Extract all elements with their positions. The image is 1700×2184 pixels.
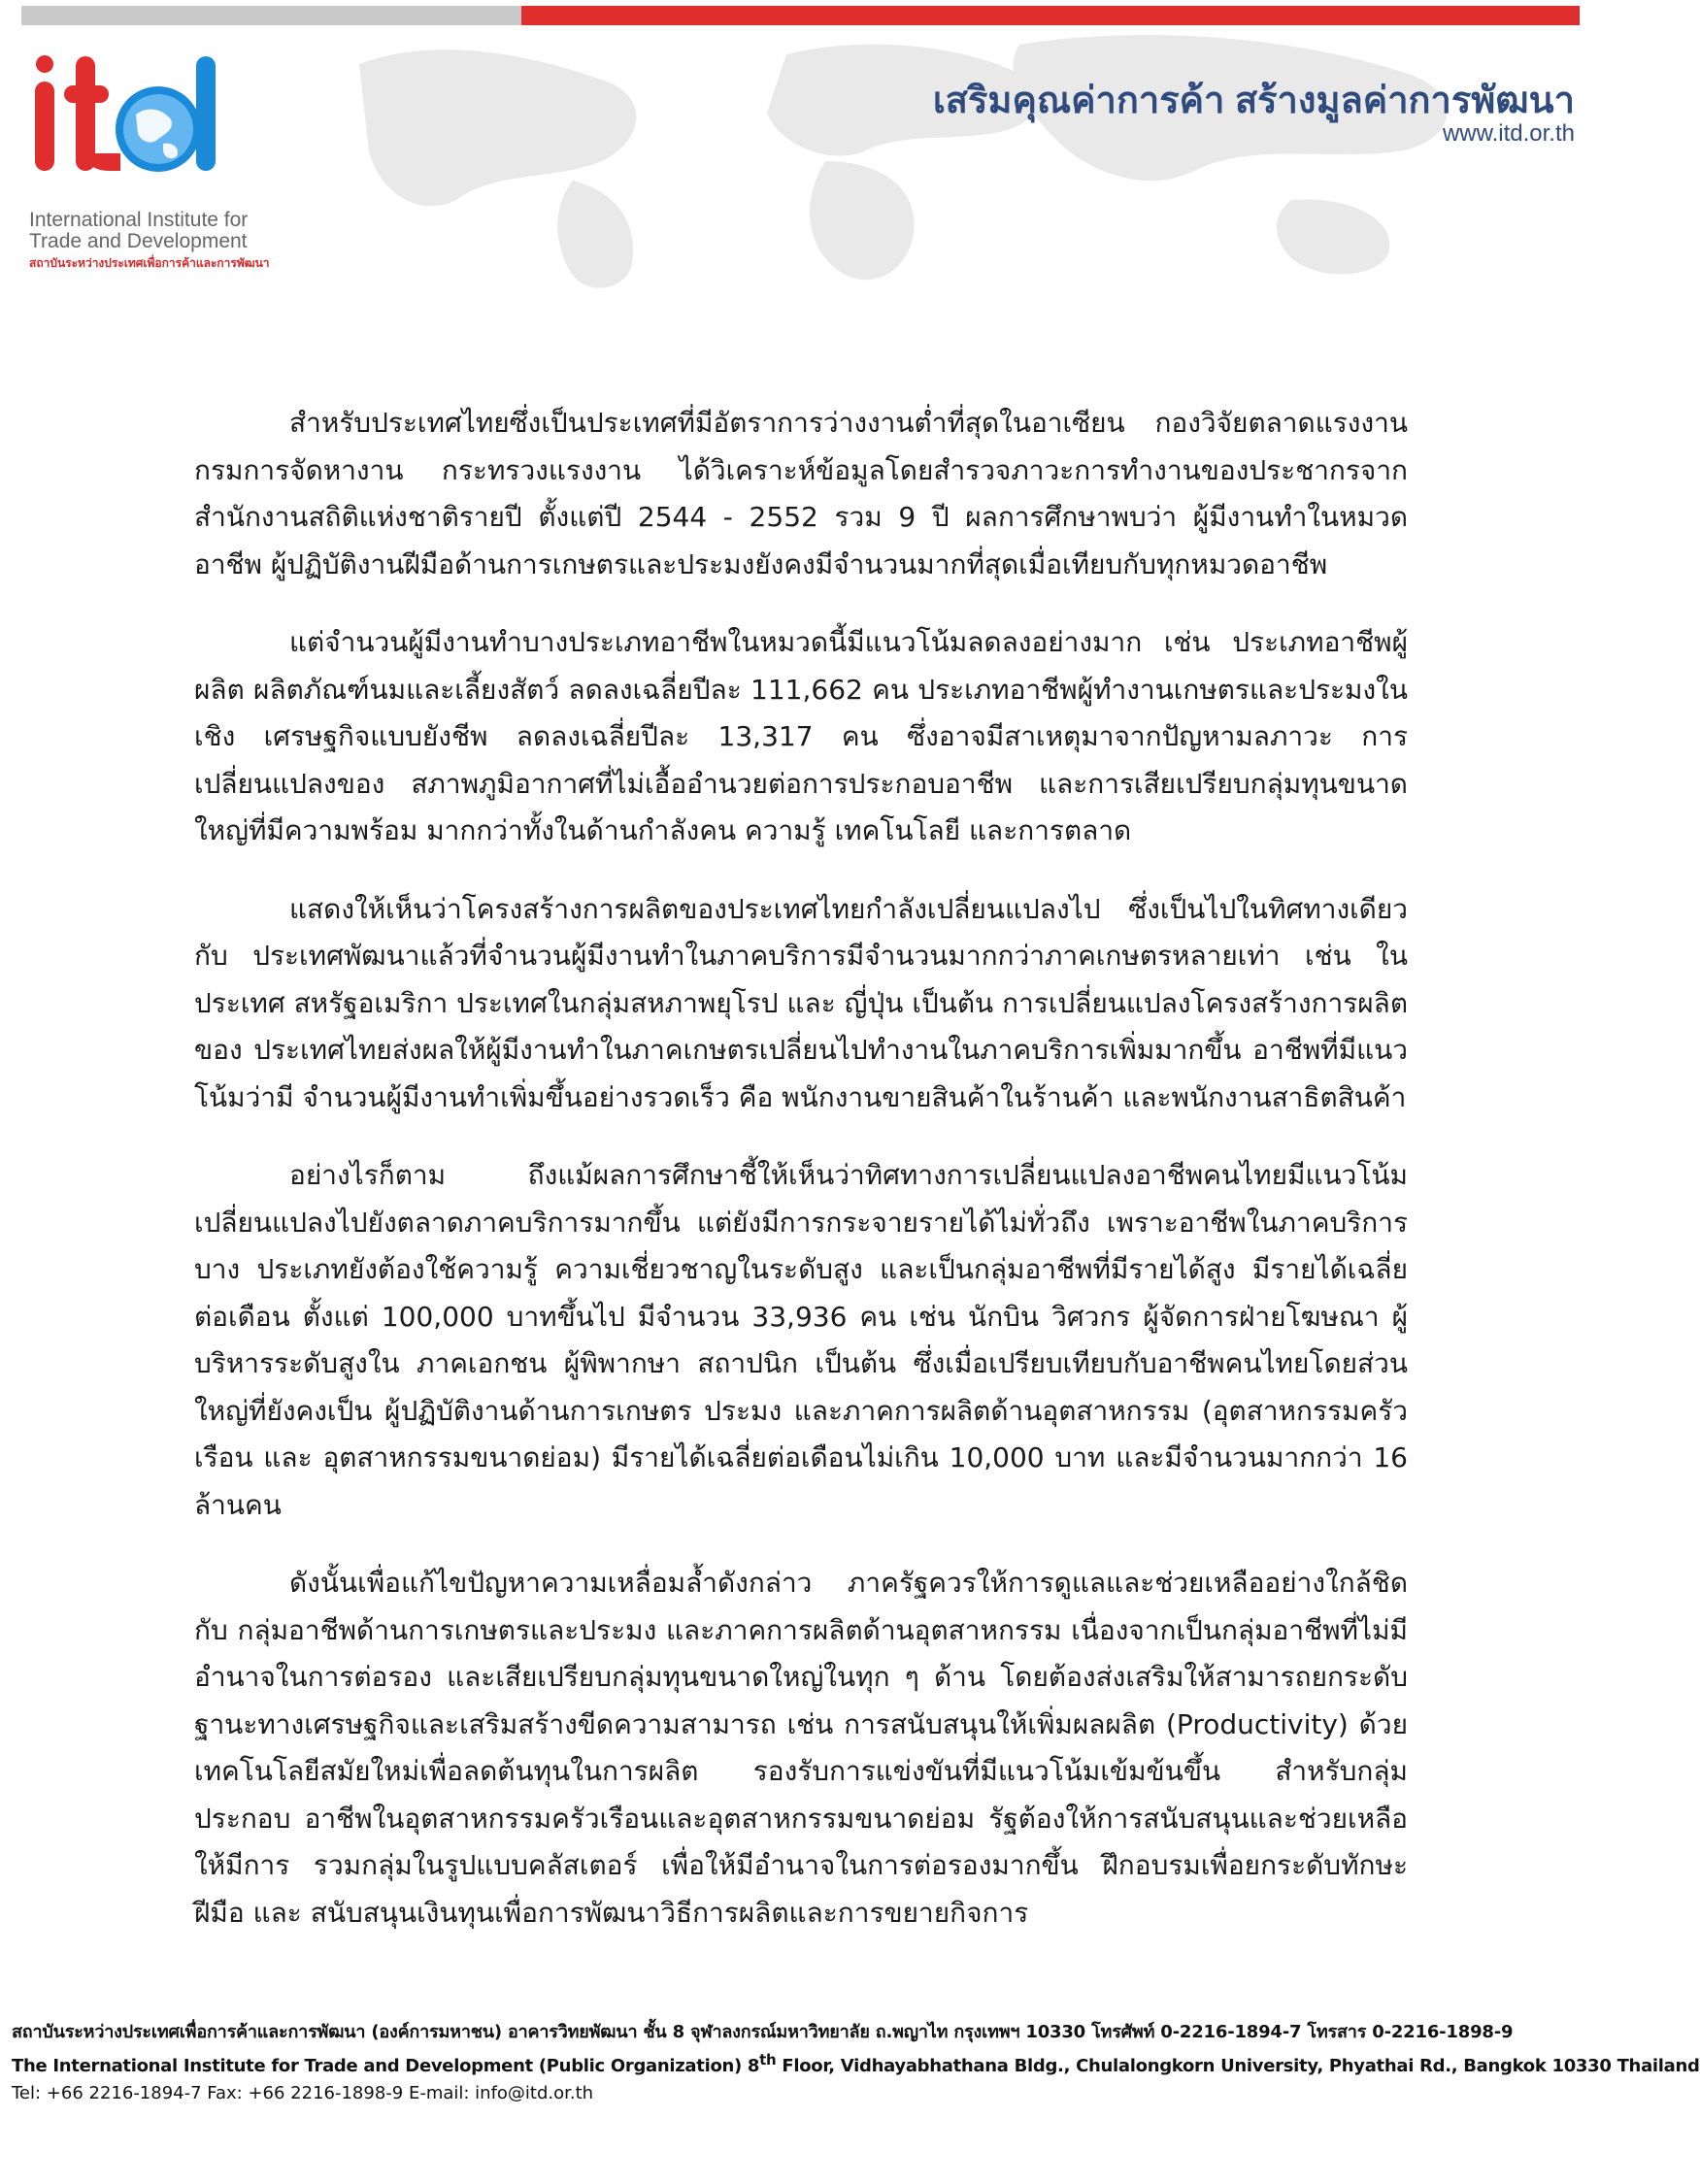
logo-name-line2: Trade and Development — [29, 230, 248, 252]
header-grey-bar — [21, 6, 521, 25]
footer-address-part1: The International Institute for Trade and Development (Public Organization) 8 — [12, 2056, 760, 2076]
document-body — [194, 400, 1408, 1968]
footer-contact: Tel: +66 2216-1894-7 Fax: +66 2216-1898-9 E-mail: info@itd.or.th — [12, 2083, 594, 2103]
paragraph: แสดงให้เห็นว่าโครงสร้างการผลิตของประเทศไทยกำลังเปลี่ยนแปลงไป ซึ่งเป็นไปในทิศทางเดียวกับ ประเทศพัฒนาแล้วที่จำนวนผู้มีงานทำในภาคบริการมีจำนวนมากกว่าภาคเกษตรหลายเท่า เช่น ในประเทศ สหรัฐอเมริกา ประเทศในกลุ่มสหภาพยุโรป และ ญี่ปุ่น เป็นต้น การเปลี่ยนแปลงโครงสร้างการผลิตของ ประเทศไทยส่งผลให้ผู้มีงานทำในภาคเกษตรเปลี่ยนไปทำงานในภาคบริการเพิ่มมากขึ้น อาชีพที่มีแนวโน้มว่ามี จำนวนผู้มีงานทำเพิ่มขึ้นอย่างรวดเร็ว คือ พนักงานขายสินค้าในร้านค้า และพนักงานสาธิตสินค้า — [194, 892, 1408, 1113]
footer-floor-suffix: th — [759, 2051, 777, 2068]
footer-address-part2: Floor, Vidhayabhathana Bldg., Chulalongkorn University, Phyathai Rd., Bangkok 10330 Thailand — [776, 2056, 1700, 2076]
footer-english-address — [12, 2046, 1700, 2080]
itd-logo-mark — [27, 56, 289, 212]
header-website-link[interactable]: www.itd.or.th — [1442, 120, 1575, 147]
footer-thai-address: สถาบันระหว่างประเทศเพื่อการค้าและการพัฒนา (องค์การมหาชน) อาคารวิทยพัฒนา ชั้น 8 จุฬาลงกรณ์มหาวิทยาลัย ถ.พญาไท กรุงเทพฯ 10330 โทรศัพท์ 0-2216-1894-7 โทรสาร 0-2216-1898-9 — [12, 2022, 1514, 2042]
paragraph: อย่างไรก็ตาม ถึงแม้ผลการศึกษาชี้ให้เห็นว่าทิศทางการเปลี่ยนแปลงอาชีพคนไทยมีแนวโน้ม เปลี่ยนแปลงไปยังตลาดภาคบริการมากขึ้น แต่ยังมีการกระจายรายได้ไม่ทั่วถึง เพราะอาชีพในภาคบริการบาง ประเภทยังต้องใช้ความรู้ ความเชี่ยวชาญในระดับสูง และเป็นกลุ่มอาชีพที่มีรายได้สูง มีรายได้เฉลี่ยต่อเดือน ตั้งแต่ 100,000 บาทขึ้นไป มีจำนวน 33,936 คน เช่น นักบิน วิศวกร ผู้จัดการฝ่ายโฆษณา ผู้บริหารระดับสูงใน ภาคเอกชน ผู้พิพากษา สถาปนิก เป็นต้น ซึ่งเมื่อเปรียบเทียบกับอาชีพคนไทยโดยส่วนใหญ่ที่ยังคงเป็น ผู้ปฏิบัติงานด้านการเกษตร ประมง และภาคการผลิตด้านอุตสาหกรรม (อุตสาหกรรมครัวเรือน และ อุตสาหกรรมขนาดย่อม) มีรายได้เฉลี่ยต่อเดือนไม่เกิน 10,000 บาท และมีจำนวนมากกว่า 16 ล้านคน — [194, 1159, 1408, 1521]
header-red-bar — [521, 6, 1580, 25]
paragraph: แต่จำนวนผู้มีงานทำบางประเภทอาชีพในหมวดนี้มีแนวโน้มลดลงอย่างมาก เช่น ประเภทอาชีพผู้ผลิต ผลิตภัณฑ์นมและเลี้ยงสัตว์ ลดลงเฉลี่ยปีละ 111,662 คน ประเภทอาชีพผู้ทำงานเกษตรและประมงในเชิง เศรษฐกิจแบบยังชีพ ลดลงเฉลี่ยปีละ 13,317 คน ซึ่งอาจมีสาเหตุมาจากปัญหามลภาวะ การเปลี่ยนแปลงของ สภาพภูมิอากาศที่ไม่เอื้ออำนวยต่อการประกอบอาชีพ และการเสียเปรียบกลุ่มทุนขนาดใหญ่ที่มีความพร้อม มากกว่าทั้งในด้านกำลังคน ความรู้ เทคโนโลยี และการตลาด — [194, 626, 1408, 846]
paragraph: ดังนั้นเพื่อแก้ไขปัญหาความเหลื่อมล้ำดังกล่าว ภาครัฐควรให้การดูแลและช่วยเหลืออย่างใกล้ชิดกับ กลุ่มอาชีพด้านการเกษตรและประมง และภาคการผลิตด้านอุตสาหกรรม เนื่องจากเป็นกลุ่มอาชีพที่ไม่มี อำนาจในการต่อรอง และเสียเปรียบกลุ่มทุนขนาดใหญ่ในทุก ๆ ด้าน โดยต้องส่งเสริมให้สามารถยกระดับ ฐานะทางเศรษฐกิจและเสริมสร้างขีดความสามารถ เช่น การสนับสนุนให้เพิ่มผลผลิต (Productivity) ด้วย เทคโนโลยีสมัยใหม่เพื่อลดต้นทุนในการผลิต รองรับการแข่งขันที่มีแนวโน้มเข้มข้นขึ้น สำหรับกลุ่มประกอบ อาชีพในอุตสาหกรรมครัวเรือนและอุตสาหกรรมขนาดย่อม รัฐต้องให้การสนับสนุนและช่วยเหลือให้มีการ รวมกลุ่มในรูปแบบคลัสเตอร์ เพื่อให้มีอำนาจในการต่อรองมากขึ้น ฝึกอบรมเพื่อยกระดับทักษะฝีมือ และ สนับสนุนเงินทุนเพื่อการพัฒนาวิธีการผลิตและการขยายกิจการ — [194, 1567, 1408, 1929]
header-tagline: เสริมคุณค่าการค้า สร้างมูลค่าการพัฒนา — [932, 81, 1575, 121]
page-footer — [12, 2019, 1700, 2107]
paragraph: สำหรับประเทศไทยซึ่งเป็นประเทศที่มีอัตราการว่างงานต่ำที่สุดในอาเซียน กองวิจัยตลาดแรงงาน กรมการจัดหางาน กระทรวงแรงงาน ได้วิเคราะห์ข้อมูลโดยสำรวจภาวะการทำงานของประชากรจาก สำนักงานสถิติแห่งชาติรายปี ตั้งแต่ปี 2544 - 2552 รวม 9 ปี ผลการศึกษาพบว่า ผู้มีงานทำในหมวดอาชีพ ผู้ปฏิบัติงานฝีมือด้านการเกษตรและประมงยังคงมีจำนวนมากที่สุดเมื่อเทียบกับทุกหมวดอาชีพ — [194, 407, 1408, 580]
logo-institute-name — [29, 210, 248, 252]
logo-name-line1: International Institute for — [29, 209, 249, 231]
logo-thai-name: สถาบันระหว่างประเทศเพื่อการค้าและการพัฒนา — [29, 256, 270, 270]
world-map-watermark — [320, 25, 1583, 297]
